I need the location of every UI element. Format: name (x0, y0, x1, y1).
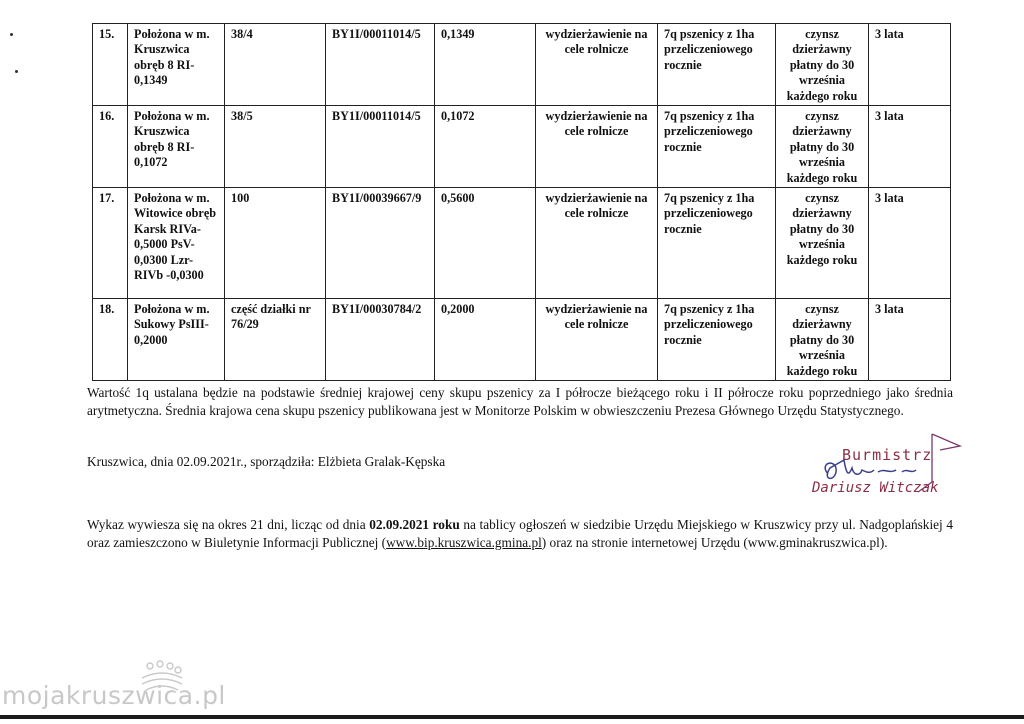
watermark: mojakruszwica.pl (2, 681, 226, 710)
price-note: Wartość 1q ustalana będzie na podstawie średniej krajowej ceny skupu pszenicy za I półrocze bieżącego roku i II półrocze roku poprzedniego jako średnia arytmetyczna. Średnia krajowa cena skupu pszenicy publikowana jest w Monitorze Polskim w obwieszczeniu Prezesa Głównego Urzędu Statystycznego. (87, 385, 953, 418)
payment-cell: czynsz dzierżawny płatny do 30 września każdego roku (776, 24, 869, 106)
land-register-cell: BY1I/00039667/9 (326, 188, 435, 299)
posting-text-3: ) oraz na stronie internetowej Urzędu (www.gminakruszwica.pl). (541, 534, 888, 550)
period-cell: 3 lata (869, 106, 951, 188)
posting-notice (87, 516, 953, 551)
table-row (93, 24, 951, 106)
plot-number-cell: 38/4 (225, 24, 326, 106)
row-number: 17. (93, 188, 128, 299)
location-cell: Położona w m. Kruszwica obręb 8 RI-0,1072 (128, 106, 225, 188)
scan-speck (10, 33, 13, 36)
payment-cell: czynsz dzierżawny płatny do 30 września każdego roku (776, 106, 869, 188)
payment-cell: czynsz dzierżawny płatny do 30 września każdego roku (776, 299, 869, 381)
stamp-name: Dariusz Witczak (812, 480, 939, 496)
bip-link[interactable]: www.bip.kruszwica.gmina.pl (386, 534, 542, 550)
rent-cell: 7q pszenicy z 1ha przeliczeniowego rocznie (658, 188, 776, 299)
purpose-cell: wydzierżawienie na cele rolnicze (536, 188, 658, 299)
lease-table (92, 23, 951, 381)
purpose-cell: wydzierżawienie na cele rolnicze (536, 24, 658, 106)
area-cell: 0,1072 (435, 106, 536, 188)
scan-speck (15, 70, 18, 73)
plot-number-cell: 38/5 (225, 106, 326, 188)
stamp-title: Burmistrz (842, 446, 933, 464)
location-cell: Położona w m. Kruszwica obręb 8 RI-0,1349 (128, 24, 225, 106)
purpose-cell: wydzierżawienie na cele rolnicze (536, 106, 658, 188)
location-cell: Położona w m. Witowice obręb Karsk RIVa-0,5000 PsV-0,0300 Lzr-RIVb -0,0300 (128, 188, 225, 299)
area-cell: 0,5600 (435, 188, 536, 299)
land-register-cell: BY1I/00011014/5 (326, 24, 435, 106)
period-cell: 3 lata (869, 24, 951, 106)
posting-text-1: Wykaz wywiesza się na okres 21 dni, licząc od dnia (87, 517, 370, 532)
land-register-cell: BY1I/00011014/5 (326, 106, 435, 188)
land-register-cell: BY1I/00030784/2 (326, 299, 435, 381)
posting-text-2: na tablicy ogłoszeń w siedzibie Urzędu Miejskiego w Kruszwicy przy ul. Nadgoplańskiej 4 oraz zamieszczono w Biuletynie Informacji Publicznej ( (87, 517, 953, 550)
rent-cell: 7q pszenicy z 1ha przeliczeniowego rocznie (658, 106, 776, 188)
payment-cell: czynsz dzierżawny płatny do 30 września każdego roku (776, 188, 869, 299)
place-date-author: Kruszwica, dnia 02.09.2021r., sporządziła: Elżbieta Gralak-Kępska (87, 454, 446, 469)
posting-date: 02.09.2021 roku (369, 517, 460, 532)
plot-number-cell: część działki nr 76/29 (225, 299, 326, 381)
rent-cell: 7q pszenicy z 1ha przeliczeniowego rocznie (658, 299, 776, 381)
bottom-rule (0, 715, 1024, 719)
signature-icon (808, 432, 968, 502)
area-cell: 0,1349 (435, 24, 536, 106)
row-number: 18. (93, 299, 128, 381)
rent-cell: 7q pszenicy z 1ha przeliczeniowego rocznie (658, 24, 776, 106)
period-cell: 3 lata (869, 188, 951, 299)
purpose-cell: wydzierżawienie na cele rolnicze (536, 299, 658, 381)
row-number: 15. (93, 24, 128, 106)
location-cell: Położona w m. Sukowy PsIII-0,2000 (128, 299, 225, 381)
area-cell: 0,2000 (435, 299, 536, 381)
period-cell: 3 lata (869, 299, 951, 381)
plot-number-cell: 100 (225, 188, 326, 299)
table-row (93, 106, 951, 188)
table-row (93, 188, 951, 299)
row-number: 16. (93, 106, 128, 188)
table-row (93, 299, 951, 381)
